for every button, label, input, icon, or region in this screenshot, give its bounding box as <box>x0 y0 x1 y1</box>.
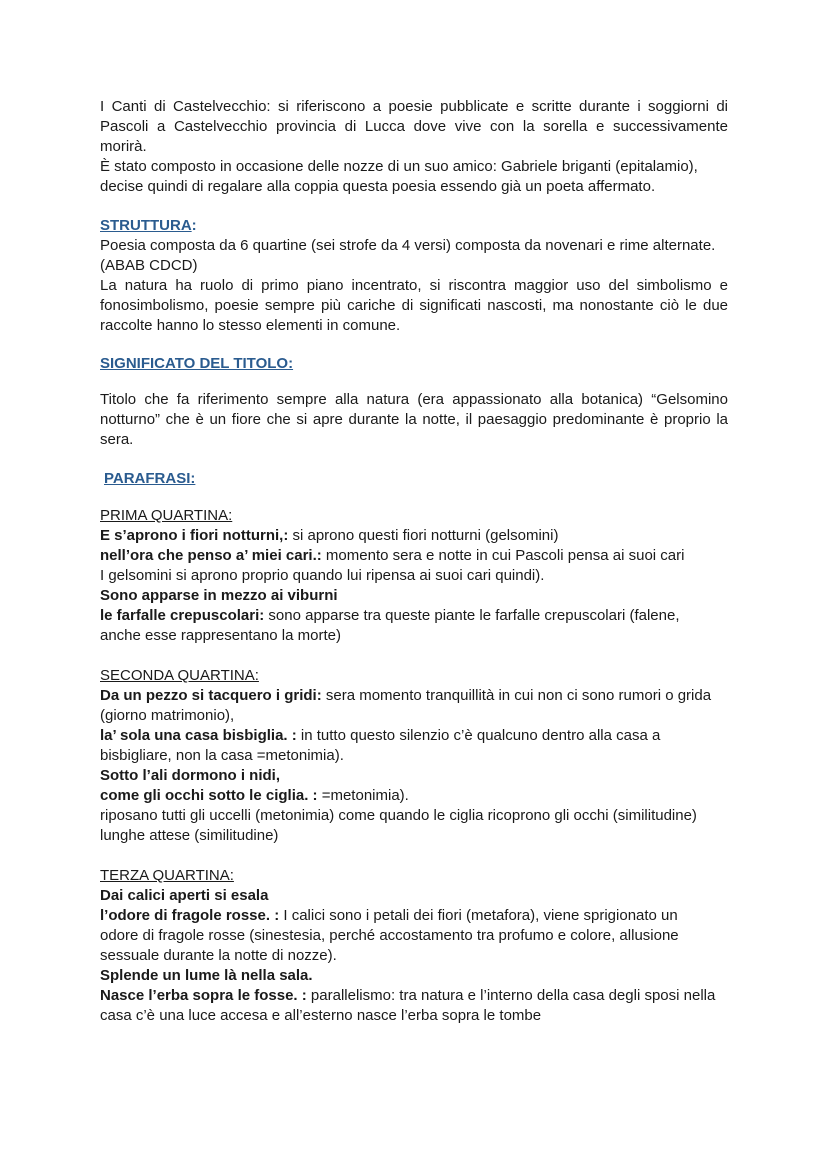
prima-verse-2-text: momento sera e notte in cui Pascoli pensa ai suoi cari <box>321 547 685 564</box>
terza-verse-3 <box>100 966 728 986</box>
seconda-verse-4-bold: come gli occhi sotto le ciglia. : <box>100 787 318 804</box>
seconda-verse-2-bold: la’ sola una casa bisbiglia. : <box>100 727 297 744</box>
terza-verse-3-bold: Splende un lume là nella sala. <box>100 967 313 984</box>
intro-line-3: morirà. <box>100 138 147 155</box>
intro-line-2: Pascoli a Castelvecchio provincia di Lucca dove vive con la sorella e successivamente <box>100 118 728 135</box>
seconda-verse-2 <box>100 726 728 746</box>
prima-verse-4-bold: le farfalle crepuscolari: <box>100 607 265 624</box>
prima-verse-1 <box>100 526 728 546</box>
significato-body <box>100 390 728 450</box>
significato-line-2: notturno” che è un fiore che si apre durante la notte, il paesaggio predominante è proprio la <box>100 411 728 428</box>
seconda-verse-4-cont-1: riposano tutti gli uccelli (metonimia) come quando le ciglia ricoprono gli occhi (similitudine) <box>100 807 697 824</box>
terza-verse-2-cont-1: odore di fragole rosse (sinestesia, perché accostamento tra profumo e colore, allusione <box>100 927 679 944</box>
intro-section <box>100 97 728 197</box>
prima-verse-2-bold: nell’ora che penso a’ miei cari.: <box>100 547 322 564</box>
struttura-line-2: (ABAB CDCD) <box>100 257 198 274</box>
terza-verse-2-bold: l’odore di fragole rosse. : <box>100 907 280 924</box>
significato-heading: SIGNIFICATO DEL TITOLO: <box>100 355 294 372</box>
intro-line-5: decise quindi di regalare alla coppia questa poesia essendo già un poeta affermato. <box>100 178 656 195</box>
seconda-verse-3 <box>100 766 728 786</box>
struttura-line-4: fonosimbolismo, poesie sempre più cariche di significati nascosti, ma nonostante ciò le due <box>100 297 728 314</box>
significato-line-1: Titolo che fa riferimento sempre alla natura (era appassionato alla botanica) “Gelsomino <box>100 391 728 408</box>
seconda-quartina <box>100 666 728 846</box>
terza-verse-4-bold: Nasce l’erba sopra le fosse. : <box>100 987 307 1004</box>
seconda-verse-4-cont-2: lunghe attese (similitudine) <box>100 827 279 844</box>
prima-verse-3 <box>100 586 728 606</box>
terza-verse-2 <box>100 906 728 926</box>
struttura-line-3: La natura ha ruolo di primo piano incentrato, si riscontra maggior uso del simbolismo e <box>100 277 728 294</box>
parafrasi-section <box>104 469 732 489</box>
prima-verse-4 <box>100 606 728 626</box>
struttura-line-5: raccolte hanno lo stesso elementi in comune. <box>100 317 401 334</box>
terza-verse-4-text: parallelismo: tra natura e l’interno della casa degli sposi nella <box>306 987 716 1004</box>
seconda-quartina-title: SECONDA QUARTINA: <box>100 667 259 684</box>
seconda-verse-4 <box>100 786 728 806</box>
prima-verse-1-text: si aprono questi fiori notturni (gelsomini) <box>288 527 559 544</box>
struttura-section <box>100 216 728 336</box>
terza-verse-2-cont-2: sessuale durante la notte di nozze). <box>100 947 337 964</box>
prima-verse-1-bold: E s’aprono i fiori notturni,: <box>100 527 289 544</box>
prima-verse-2 <box>100 546 728 566</box>
seconda-verse-3-bold: Sotto l’ali dormono i nidi, <box>100 767 280 784</box>
terza-quartina-title: TERZA QUARTINA: <box>100 867 234 884</box>
prima-verse-2-cont: I gelsomini si aprono proprio quando lui ripensa ai suoi cari quindi). <box>100 567 545 584</box>
struttura-heading-colon: : <box>191 217 197 234</box>
prima-quartina <box>100 506 728 646</box>
seconda-verse-2-cont: bisbigliare, non la casa =metonimia). <box>100 747 344 764</box>
seconda-verse-4-text: =metonimia). <box>317 787 409 804</box>
prima-verse-4-cont: anche esse rappresentano la morte) <box>100 627 341 644</box>
terza-verse-4 <box>100 986 728 1006</box>
significato-section <box>100 354 728 374</box>
prima-verse-3-bold: Sono apparse in mezzo ai viburni <box>100 587 338 604</box>
prima-quartina-title: PRIMA QUARTINA: <box>100 507 233 524</box>
significato-line-3: sera. <box>100 431 134 448</box>
struttura-heading <box>100 216 728 236</box>
terza-verse-1 <box>100 886 728 906</box>
intro-line-1: I Canti di Castelvecchio: si riferiscono a poesie pubblicate e scritte durante i soggiorni di <box>100 98 728 115</box>
seconda-verse-1-cont: (giorno matrimonio), <box>100 707 235 724</box>
struttura-line-1: Poesia composta da 6 quartine (sei strofe da 4 versi) composta da novenari e rime alternate. <box>100 237 716 254</box>
terza-verse-2-text: I calici sono i petali dei fiori (metafora), viene sprigionato un <box>279 907 678 924</box>
seconda-verse-1-text: sera momento tranquillità in cui non ci sono rumori o grida <box>321 687 712 704</box>
prima-verse-4-text: sono apparse tra queste piante le farfalle crepuscolari (falene, <box>264 607 680 624</box>
seconda-verse-2-text: in tutto questo silenzio c’è qualcuno dentro alla casa a <box>296 727 661 744</box>
struttura-heading-text: STRUTTURA <box>100 217 192 234</box>
terza-quartina <box>100 866 728 1026</box>
terza-verse-4-cont: casa c’è una luce accesa e all’esterno nasce l’erba sopra le tombe <box>100 1007 542 1024</box>
seconda-verse-1 <box>100 686 728 706</box>
terza-verse-1-bold: Dai calici aperti si esala <box>100 887 269 904</box>
seconda-verse-1-bold: Da un pezzo si tacquero i gridi: <box>100 687 322 704</box>
intro-line-4: È stato composto in occasione delle nozze di un suo amico: Gabriele briganti (epitalamio), <box>100 158 698 175</box>
parafrasi-heading: PARAFRASI: <box>104 470 196 487</box>
